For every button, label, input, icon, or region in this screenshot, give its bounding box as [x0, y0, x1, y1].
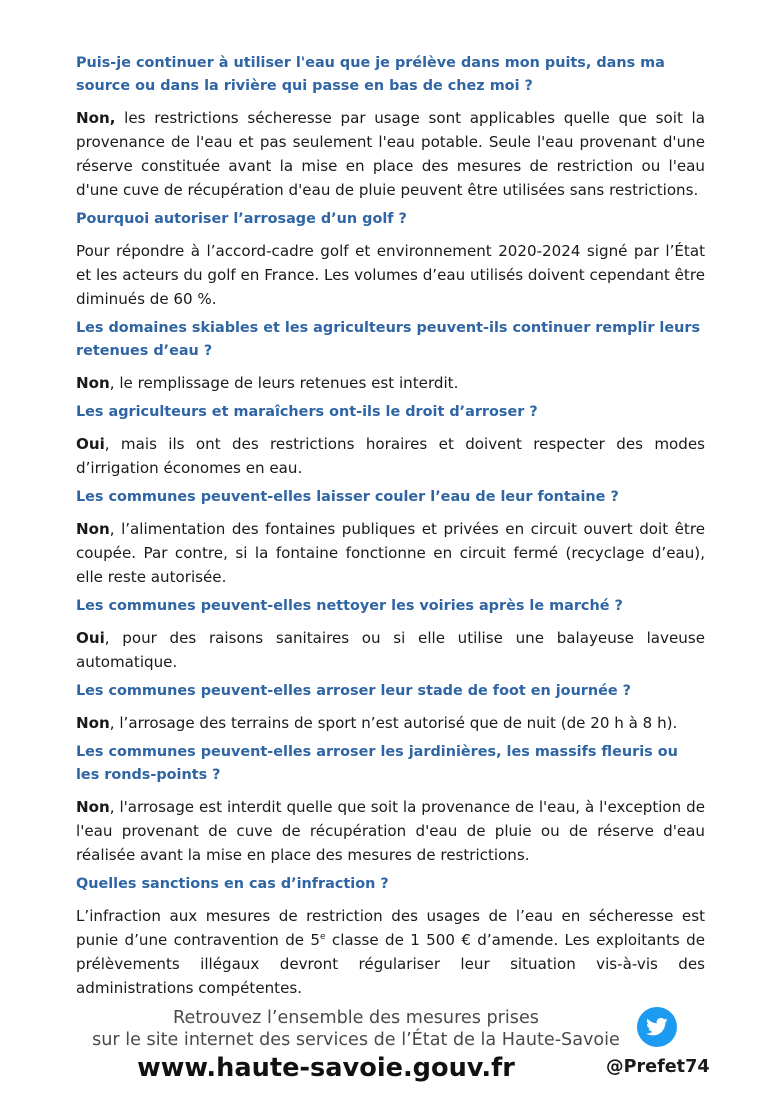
twitter-bird-glyph [646, 1017, 668, 1037]
twitter-handle[interactable]: @Prefet74 [606, 1057, 710, 1077]
faq-question: Les communes peuvent-elles nettoyer les voiries après le marché ? [76, 598, 623, 614]
answer-text: , l’alimentation des fontaines publiques et privées en circuit ouvert doit être coupée. Par contre, si la fontaine fonctionne en circuit fermé (recyclage d’eau), elle reste autorisée. [76, 520, 705, 586]
faq-question: Quelles sanctions en cas d’infraction ? [76, 876, 389, 892]
faq-answer [76, 432, 705, 480]
twitter-bird-icon[interactable] [637, 1007, 677, 1047]
answer-lead: Non [76, 714, 110, 732]
faq-answer [76, 517, 705, 589]
answer-text: Pour répondre à l’accord-cadre golf et environnement 2020-2024 signé par l’État et les acteurs du golf en France. Les volumes d’eau utilisés doivent cependant être diminués de 60 %. [76, 242, 705, 308]
answer-lead: Oui [76, 435, 105, 453]
faq-item [76, 486, 705, 589]
ordinal-superscript: e [320, 931, 326, 942]
faq-question: Les communes peuvent-elles arroser leur stade de foot en journée ? [76, 683, 632, 699]
answer-text-tail: classe de 1 500 € d’amende. Les exploitants de prélèvements illégaux devront régulariser leur situation vis-à-vis des administrations compétentes. [76, 931, 705, 997]
faq-answer [76, 371, 705, 395]
faq-item [76, 317, 705, 395]
faq-question: Les agriculteurs et maraîchers ont-ils le droit d’arroser ? [76, 404, 538, 420]
faq-item [76, 52, 705, 202]
faq-question: Les communes peuvent-elles arroser les jardinières, les massifs fleuris ou les ronds-points ? [76, 744, 678, 783]
faq-question: Puis-je continuer à utiliser l'eau que je prélève dans mon puits, dans ma source ou dans la rivière qui passe en bas de chez moi ? [76, 55, 665, 94]
answer-text: , l’arrosage des terrains de sport n’est autorisé que de nuit (de 20 h à 8 h). [109, 714, 678, 732]
faq-item [76, 401, 705, 480]
answer-text: , mais ils ont des restrictions horaires et doivent respecter des modes d’irrigation économes en eau. [76, 435, 705, 477]
answer-lead: Non, [76, 109, 116, 127]
answer-lead: Non [76, 520, 110, 538]
footer [0, 1003, 780, 1103]
faq-section [76, 52, 705, 1006]
faq-answer [76, 904, 705, 1000]
faq-question: Pourquoi autoriser l’arrosage d’un golf ? [76, 211, 407, 227]
answer-text: L’infraction aux mesures de restriction des usages de l’eau en sécheresse est punie d’une contravention de 5 [76, 907, 705, 949]
faq-question: Les communes peuvent-elles laisser couler l’eau de leur fontaine ? [76, 489, 619, 505]
faq-question: Les domaines skiables et les agriculteurs peuvent-ils continuer remplir leurs retenues d’eau ? [76, 320, 701, 359]
answer-text: , l'arrosage est interdit quelle que soit la provenance de l'eau, à l'exception de l'eau provenant de cuve de récupération d'eau de pluie ou de réserve d'eau réalisée avant la mise en place des mesures de restrictions. [76, 798, 705, 864]
faq-answer [76, 239, 705, 311]
answer-lead: Non [76, 798, 110, 816]
faq-item [76, 680, 705, 735]
faq-item [76, 595, 705, 674]
answer-text: les restrictions sécheresse par usage sont applicables quelle que soit la provenance de l'eau et pas seulement l'eau potable. Seule l'eau provenant d'une réserve constituée avant la mise en place des mesures de restriction ou l'eau d'une cuve de récupération d'eau de pluie peuvent être utilisées sans restrictions. [76, 109, 705, 199]
answer-text: , pour des raisons sanitaires ou si elle utilise une balayeuse laveuse automatique. [76, 629, 705, 671]
faq-answer [76, 626, 705, 674]
footer-line-1: Retrouvez l’ensemble des mesures prises [173, 1008, 539, 1028]
faq-answer [76, 711, 705, 735]
answer-lead: Oui [76, 629, 105, 647]
faq-answer [76, 106, 705, 202]
answer-lead: Non [76, 374, 110, 392]
answer-text: , le remplissage de leurs retenues est interdit. [109, 374, 459, 392]
faq-item [76, 741, 705, 867]
faq-answer [76, 795, 705, 867]
faq-item [76, 873, 705, 1000]
website-url[interactable]: www.haute-savoie.gouv.fr [137, 1053, 515, 1083]
faq-item [76, 208, 705, 311]
footer-line-2: sur le site internet des services de l’État de la Haute-Savoie [92, 1030, 620, 1050]
